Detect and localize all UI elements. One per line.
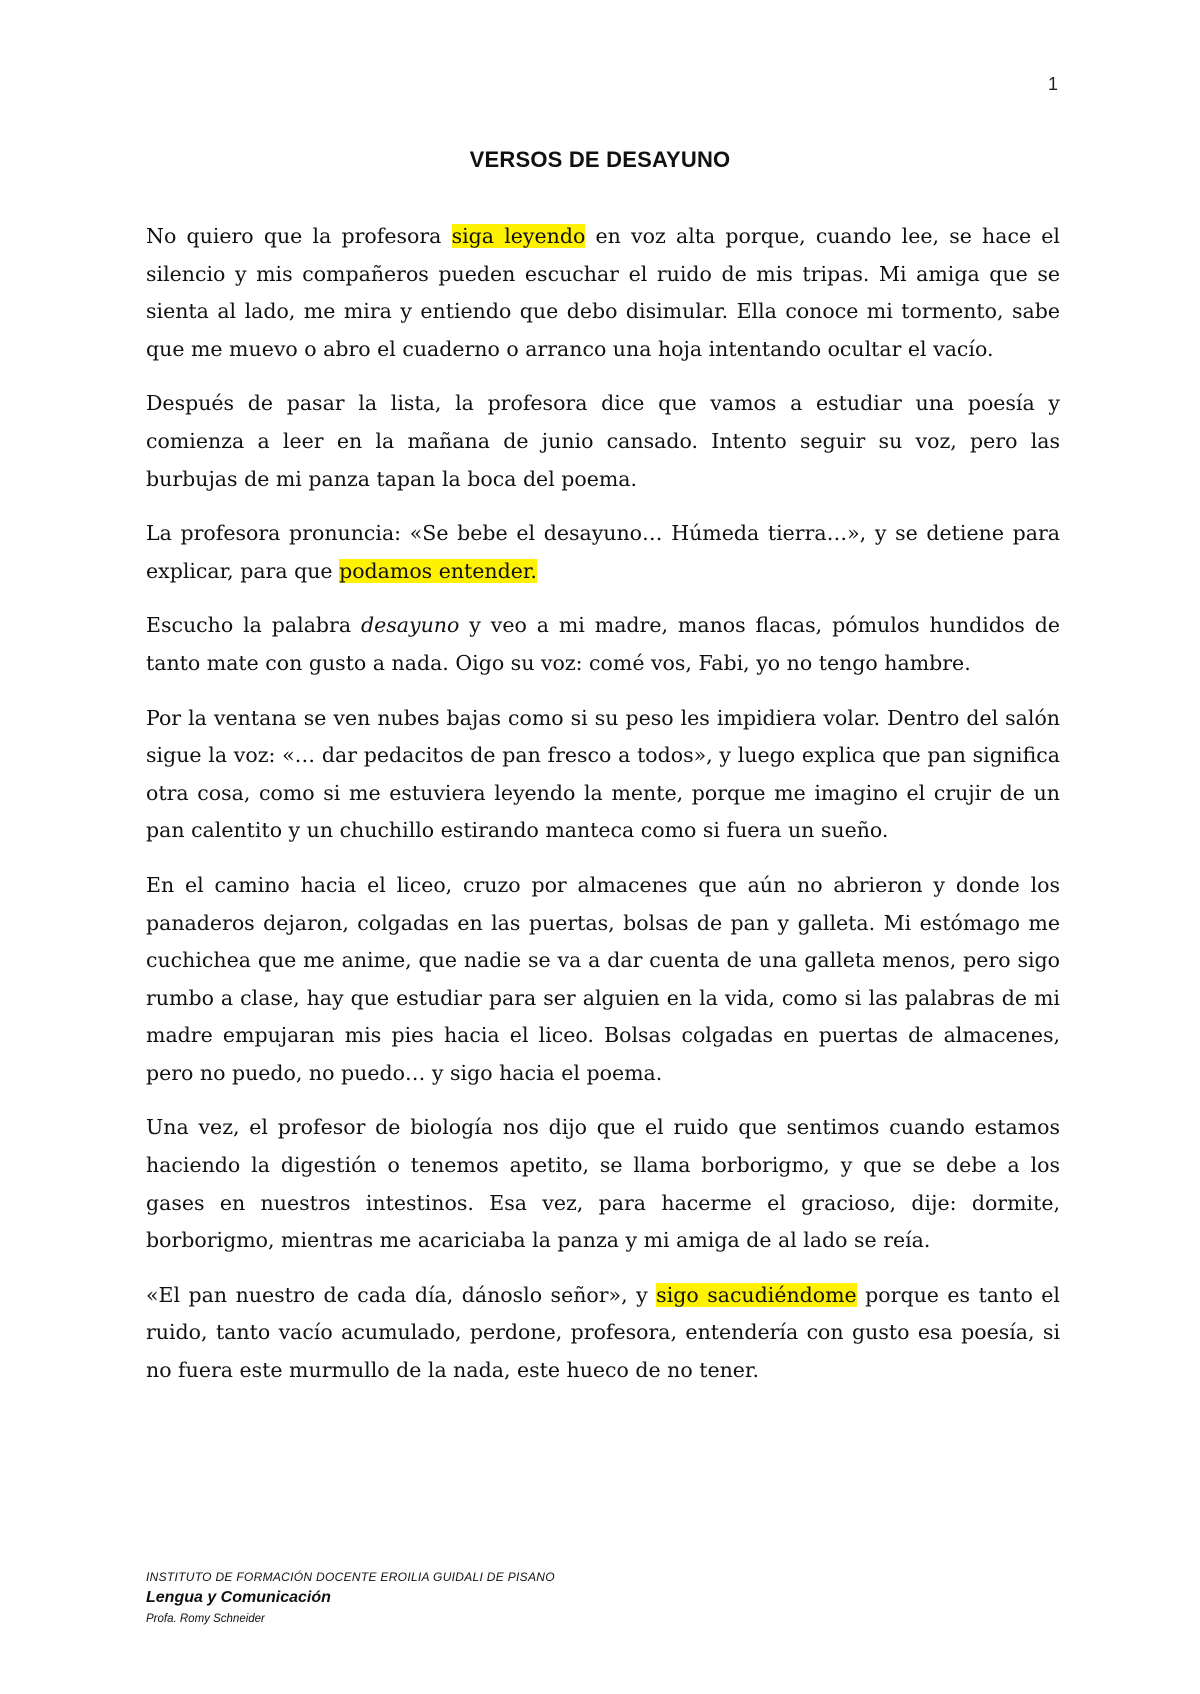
document-body <box>146 218 1060 1407</box>
paragraph-1-text-b: en voz alta porque, cuando lee, se hace el silencio y mis compañeros pueden escuchar el ruido de mis tripas. Mi amiga que se sienta al lado, me mira y entiendo que debo disimular. Ella conoce mi tormento, sabe que me muevo o abro el cuaderno o arranco una hoja intentando ocultar el vacío. <box>146 224 1060 361</box>
paragraph-3-text-a: La profesora pronuncia: «Se bebe el desayuno… Húmeda tierra…», y se detiene para explicar, para que <box>146 521 1060 583</box>
paragraph-1-text-a: No quiero que la profesora <box>146 224 452 248</box>
highlight-sigo-sacudiendome: sigo sacudiéndome <box>656 1282 857 1307</box>
paragraph-8 <box>146 1277 1060 1390</box>
footer-subject: Lengua y Comunicación <box>146 1589 331 1606</box>
document-title: VERSOS DE DESAYUNO <box>469 147 731 172</box>
paragraph-4-text-a: Escucho la palabra <box>146 613 361 638</box>
paragraph-4-text-b: y veo a mi madre, manos flacas, pómulos hundidos de tanto mate con gusto a nada. Oigo su voz: comé vos, Fabi, yo no tengo hambre. <box>146 613 1060 675</box>
footer-institution: INSTITUTO DE FORMACIÓN DOCENTE EROILIA GUIDALI DE PISANO <box>146 1570 555 1584</box>
footer-professor: Profa. Romy Schneider <box>146 1613 265 1625</box>
paragraph-2: Después de pasar la lista, la profesora dice que vamos a estudiar una poesía y comienza a leer en la mañana de junio cansado. Intento seguir su voz, pero las burbujas de mi panza tapan la boca del poema. <box>146 391 1060 491</box>
paragraph-8-text-a: «El pan nuestro de cada día, dánoslo señor», y <box>146 1282 657 1307</box>
page-number: 1 <box>1047 74 1058 94</box>
paragraph-8-text-b: porque es tanto el ruido, tanto vacío acumulado, perdone, profesora, entendería con gusto esa poesía, si no fuera este murmullo de la nada, este hueco de no tener. <box>146 1282 1060 1383</box>
highlight-podamos-entender: podamos entender. <box>339 558 537 583</box>
paragraph-4 <box>146 607 1060 682</box>
paragraph-7: Una vez, el profesor de biología nos dijo que el ruido que sentimos cuando estamos haciendo la digestión o tenemos apetito, se llama borborigmo, y que se debe a los gases en nuestros intestinos. Esa vez, para hacerme el gracioso, dije: dormite, borborigmo, mientras me acariciaba la panza y mi amiga de al lado se reía. <box>146 1115 1060 1253</box>
paragraph-5: Por la ventana se ven nubes bajas como si su peso les impidiera volar. Dentro del salón sigue la voz: «… dar pedacitos de pan fresco a todos», y luego explica que pan significa otra cosa, como si me estuviera leyendo la mente, porque me imagino el crujir de un pan calentito y un chuchillo estirando manteca como si fuera un sueño. <box>146 705 1060 843</box>
paragraph-1 <box>146 218 1060 368</box>
emphasis-desayuno: desayuno <box>361 613 460 638</box>
paragraph-3 <box>146 515 1060 590</box>
highlight-siga-leyendo: siga leyendo <box>451 224 586 248</box>
page-footer <box>146 1568 555 1628</box>
paragraph-6: En el camino hacia el liceo, cruzo por almacenes que aún no abrieron y donde los panaderos dejaron, colgadas en las puertas, bolsas de pan y galleta. Mi estómago me cuchichea que me anime, que nadie se va a dar cuenta de una galleta menos, pero sigo rumbo a clase, hay que estudiar para ser alguien en la vida, como si las palabras de mi madre empujaran mis pies hacia el liceo. Bolsas colgadas en puertas de almacenes, pero no puedo, no puedo… y sigo hacia el poema. <box>146 872 1060 1085</box>
